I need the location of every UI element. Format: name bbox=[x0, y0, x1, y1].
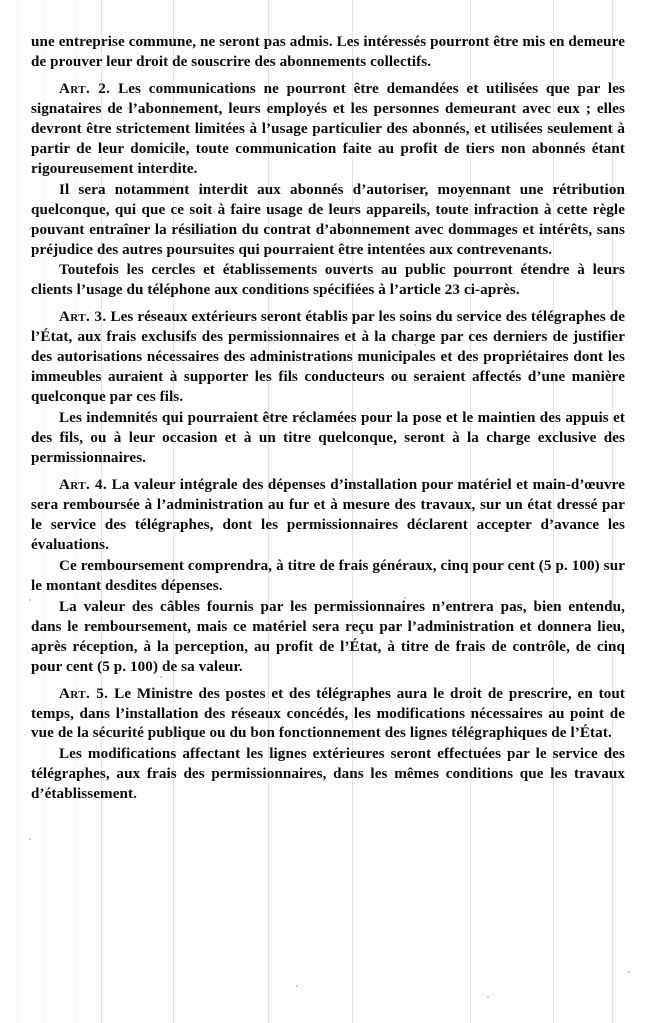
paragraph-text: Le Ministre des postes et des télégraphes aura le droit de prescrire, en tout temps, dans l’installation des réseaux concédés, les modifications nécessaires au point de vue de la sécurité publique ou du bon fonctionnement des lignes télégraphiques de l’État. bbox=[31, 685, 626, 742]
paragraph-text: Il sera notamment interdit aux abonnés d’autoriser, moyennant une rétribution quelconque, qui que ce soit à faire usage de leurs appareils, toute infraction à cette règle pouvant entraîner la résiliation du contrat d’abonnement avec dommages et intérêts, sans préjudice des autres poursuites qui pourraient être intentées aux contrevenants. bbox=[31, 181, 625, 258]
article-label: Art. 2. bbox=[59, 80, 111, 97]
paragraph-article-2-c bbox=[31, 261, 625, 301]
paragraph-article-3-b bbox=[31, 409, 625, 469]
paragraph-text: Les modifications affectant les lignes extérieures seront effectuées par le service des télégraphes, aux frais des permissionnaires, dans les mêmes conditions que les travaux d’établissement. bbox=[31, 746, 625, 803]
paragraph-text: Ce remboursement comprendra, à titre de frais généraux, cinq pour cent (5 p. 100) sur le montant desdites dépenses. bbox=[31, 557, 625, 594]
paragraph-text: Les communications ne pourront être demandées et utilisées que par les signataires de l’abonnement, leurs employés et les personnes demeurant avec eux ; elles devront être strictement limitées à l’usage particulier des abonnés, et utilisées seulement à partir de leur domicile, toute communication faite au profit de tiers non abonnés étant rigoureusement interdite. bbox=[31, 80, 625, 177]
paragraph-text: Les indemnités qui pourraient être réclamées pour la pose et le maintien des appuis et des fils, ou à leur occasion et à un titre quelconque, seront à la charge exclusive des permissionnaires. bbox=[31, 410, 625, 467]
page-text-body bbox=[31, 33, 625, 805]
paragraph-continuation bbox=[31, 33, 625, 73]
paragraph-article-4 bbox=[31, 476, 625, 556]
paragraph-article-2 bbox=[31, 80, 625, 180]
paragraph-article-5 bbox=[31, 685, 625, 745]
paragraph-text: La valeur intégrale des dépenses d’installation pour matériel et main-d’œuvre sera remboursée à l’administration au fur et à mesure des travaux, sur un état dressé par le service des télégraphes, dont les permissionnaires déclarent accepter d’avance les évaluations. bbox=[31, 477, 625, 553]
article-label: Art. 3. bbox=[59, 309, 107, 326]
paragraph-text: Les réseaux extérieurs seront établis par les soins du service des télégraphes de l’État, aux frais exclusifs des permissionnaires et à la charge par ces derniers de justifier des autorisations nécessaires des administrations municipales et des propriétaires dont les immeubles auraient à supporter les fils conducteurs ou seraient affectés d’une manière quelconque par ces fils. bbox=[31, 309, 626, 406]
paragraph-article-4-b bbox=[31, 557, 625, 597]
paragraph-article-3 bbox=[31, 308, 625, 408]
article-label: Art. 5. bbox=[59, 685, 109, 702]
paragraph-text: La valeur des câbles fournis par les permissionnaires n’entrera pas, bien entendu, dans le remboursement, mais ce matériel sera reçu par l’administration et donnera lieu, après réception, à la perception, au profit de l’État, à titre de frais de contrôle, de cinq pour cent (5 p. 100) de sa valeur. bbox=[31, 598, 625, 675]
paragraph-article-5-b bbox=[31, 745, 625, 805]
paragraph-text: Toutefois les cercles et établissements ouverts au public pourront étendre à leurs clients l’usage du téléphone aux conditions spécifiées à l’article 23 ci-après. bbox=[31, 262, 625, 299]
paragraph-article-4-c bbox=[31, 598, 625, 678]
article-label: Art. 4. bbox=[59, 477, 108, 494]
paragraph-text: une entreprise commune, ne seront pas admis. Les intéressés pourront être mis en demeure de prouver leur droit de souscrire des abonnements collectifs. bbox=[31, 34, 625, 70]
paragraph-article-2-b bbox=[31, 181, 625, 261]
